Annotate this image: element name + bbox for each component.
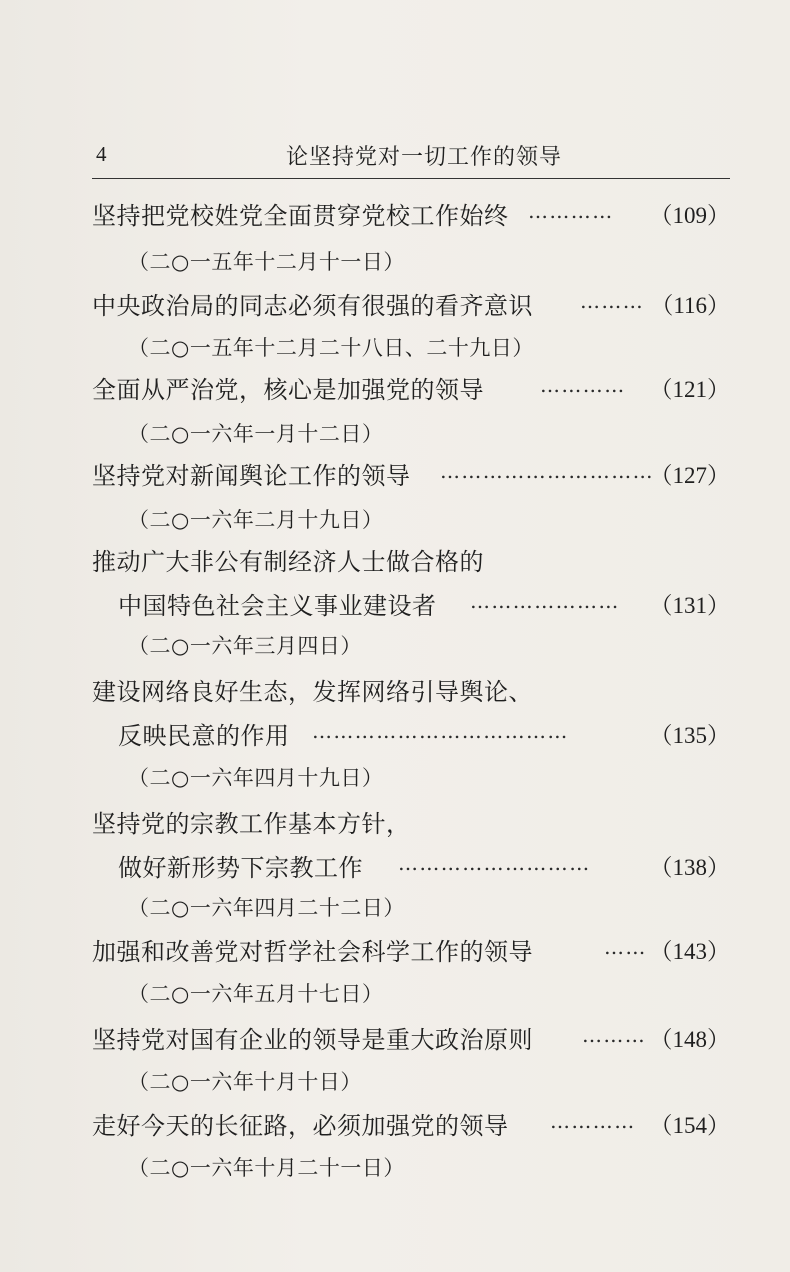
toc-page-number[interactable]: （148） xyxy=(649,1027,730,1052)
toc-entry-date: （二○一六年三月四日） xyxy=(128,634,362,658)
toc-entry-date: （二○一六年五月十七日） xyxy=(128,982,384,1006)
toc-leader-dots: ………… xyxy=(528,199,614,223)
toc-leader-dots: ………… xyxy=(540,373,626,397)
toc-entry-title[interactable]: 加强和改善党对哲学社会科学工作的领导 xyxy=(92,938,533,966)
toc-entry-title[interactable]: 中央政治局的同志必须有很强的看齐意识 xyxy=(92,292,533,320)
toc-entry-title[interactable]: 推动广大非公有制经济人士做合格的 xyxy=(92,548,484,576)
toc-entry-title[interactable]: 建设网络良好生态，发挥网络引导舆论、 xyxy=(92,678,533,706)
toc-leader-dots: ……………………… xyxy=(398,851,591,875)
toc-entry-title-continued[interactable]: 中国特色社会主义事业建设者 xyxy=(118,592,437,620)
toc-entry-date: （二○一六年十月十日） xyxy=(128,1070,362,1094)
toc-entry-title[interactable]: 坚持党对新闻舆论工作的领导 xyxy=(92,462,411,490)
toc-page-number[interactable]: （121） xyxy=(649,377,730,402)
toc-page-number[interactable]: （116） xyxy=(650,293,730,318)
toc-leader-dots: ……… xyxy=(580,289,645,313)
toc-page-number[interactable]: （131） xyxy=(649,593,730,618)
toc-leader-dots: ………………………… xyxy=(440,459,654,483)
toc-page-number[interactable]: （127） xyxy=(649,463,730,488)
toc-entry-title-continued[interactable]: 反映民意的作用 xyxy=(118,722,290,750)
toc-leader-dots: ……………………………… xyxy=(312,719,569,743)
toc-entry-date: （二○一六年四月十九日） xyxy=(128,766,384,790)
toc-leader-dots: ………………… xyxy=(470,589,620,613)
header-divider xyxy=(92,178,730,179)
toc-entry-date: （二○一五年十二月二十八日、二十九日） xyxy=(128,336,534,360)
toc-entry-title[interactable]: 坚持党对国有企业的领导是重大政治原则 xyxy=(92,1026,533,1054)
toc-leader-dots: …… xyxy=(604,935,647,959)
toc-page-number[interactable]: （109） xyxy=(649,203,730,228)
toc-page-number[interactable]: （135） xyxy=(649,723,730,748)
toc-entry-title[interactable]: 坚持把党校姓党全面贯穿党校工作始终 xyxy=(92,202,509,230)
toc-entry-date: （二○一六年四月二十二日） xyxy=(128,896,405,920)
toc-page-number[interactable]: （154） xyxy=(649,1113,730,1138)
toc-entry-title-continued[interactable]: 做好新形势下宗教工作 xyxy=(118,854,363,882)
toc-page-number[interactable]: （138） xyxy=(649,855,730,880)
toc-entry-date: （二○一六年十月二十一日） xyxy=(128,1156,405,1180)
toc-entry-date: （二○一六年二月十九日） xyxy=(128,508,384,532)
toc-entry-title[interactable]: 坚持党的宗教工作基本方针， xyxy=(92,810,411,838)
toc-entry-date: （二○一五年十二月十一日） xyxy=(128,250,405,274)
toc-page-number[interactable]: （143） xyxy=(649,939,730,964)
toc-entry-title[interactable]: 走好今天的长征路，必须加强党的领导 xyxy=(92,1112,509,1140)
page-number: 4 xyxy=(96,142,107,166)
page-header xyxy=(92,138,732,172)
toc-leader-dots: ……… xyxy=(582,1023,647,1047)
toc-entry-title[interactable]: 全面从严治党，核心是加强党的领导 xyxy=(92,376,484,404)
toc-entry-date: （二○一六年一月十二日） xyxy=(128,422,384,446)
toc-leader-dots: ………… xyxy=(550,1109,636,1133)
running-title: 论坚持党对一切工作的领导 xyxy=(286,145,563,170)
